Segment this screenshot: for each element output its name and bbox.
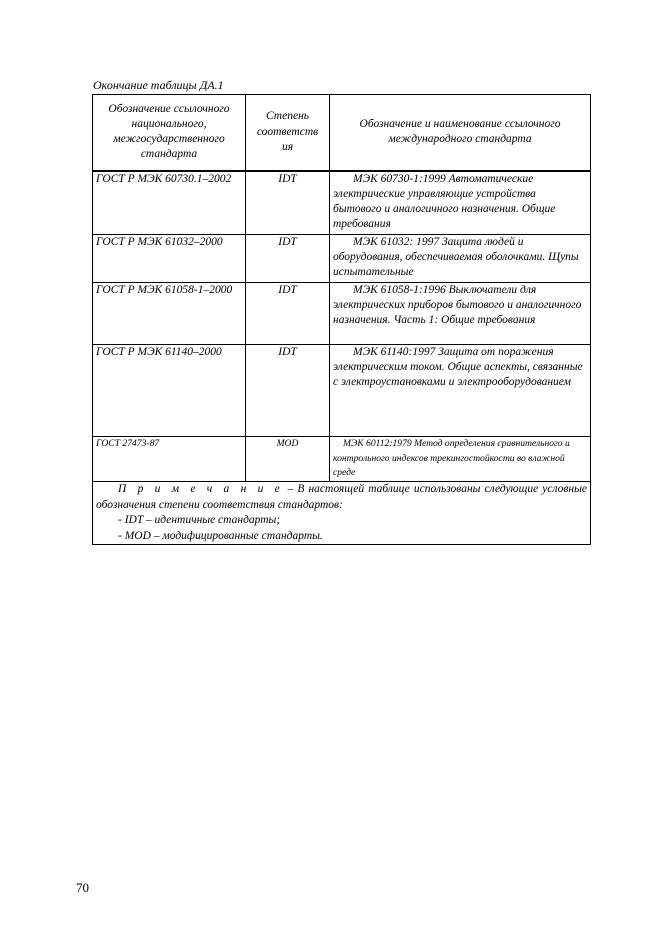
degree-cell: IDT	[246, 283, 330, 345]
note-paragraph	[96, 482, 587, 513]
degree-cell: IDT	[246, 235, 330, 283]
table-row	[93, 171, 591, 235]
header-international-standard: Обозначение и наименование ссылочного международного стандарта	[330, 95, 591, 171]
international-standard-cell: МЭК 61032: 1997 Защита людей и оборудования, обеспечиваемая оболочками. Щупы испытательные	[330, 235, 591, 283]
table-caption: Окончание таблицы ДА.1	[93, 78, 224, 92]
note-label: П р и м е ч а н и е	[118, 483, 284, 495]
note-item-mod: - MOD – модифицированные стандарты.	[118, 529, 323, 542]
standards-table	[92, 94, 591, 545]
table-header-row	[93, 95, 591, 171]
table-row	[93, 235, 591, 283]
national-standard-cell: ГОСТ Р МЭК 61058-1–2000	[93, 283, 246, 345]
table-note	[93, 482, 591, 545]
national-standard-cell: ГОСТ Р МЭК 61032–2000	[93, 235, 246, 283]
international-standard-cell: МЭК 60112:1979 Метод определения сравнительного и контрольного индексов трекингостойкости во влажной среде	[330, 437, 591, 482]
international-standard-cell: МЭК 61058-1:1996 Выключатели для электрических приборов бытового и аналогичного назначения. Часть 1: Общие требования	[330, 283, 591, 345]
degree-cell: IDT	[246, 345, 330, 437]
page-number: 70	[76, 880, 89, 895]
note-text: – В настоящей таблице использованы следующие условные обозначения степени соответствия стандартов:	[96, 483, 587, 511]
note-item-idt: - IDT – идентичные стандарты;	[118, 514, 281, 526]
degree-cell: MOD	[246, 437, 330, 482]
table-row	[93, 437, 591, 482]
international-standard-cell: МЭК 60730-1:1999 Автоматические электрические управляющие устройства бытового и аналогичного назначения. Общие требования	[330, 171, 591, 235]
degree-cell: IDT	[246, 171, 330, 235]
header-degree: Степень соответств ия	[246, 95, 330, 171]
national-standard-cell: ГОСТ Р МЭК 61140–2000	[93, 345, 246, 437]
national-standard-cell: ГОСТ Р МЭК 60730.1–2002	[93, 171, 246, 235]
table-note-row	[93, 482, 591, 545]
header-national-standard: Обозначение ссылочного национального, межгосударственного стандарта	[93, 95, 246, 171]
national-standard-cell: ГОСТ 27473-87	[93, 437, 246, 482]
table-row	[93, 283, 591, 345]
table-row	[93, 345, 591, 437]
international-standard-cell: МЭК 61140:1997 Защита от поражения электрическим током. Общие аспекты, связанные с электроустановками и электрооборудованием	[330, 345, 591, 437]
